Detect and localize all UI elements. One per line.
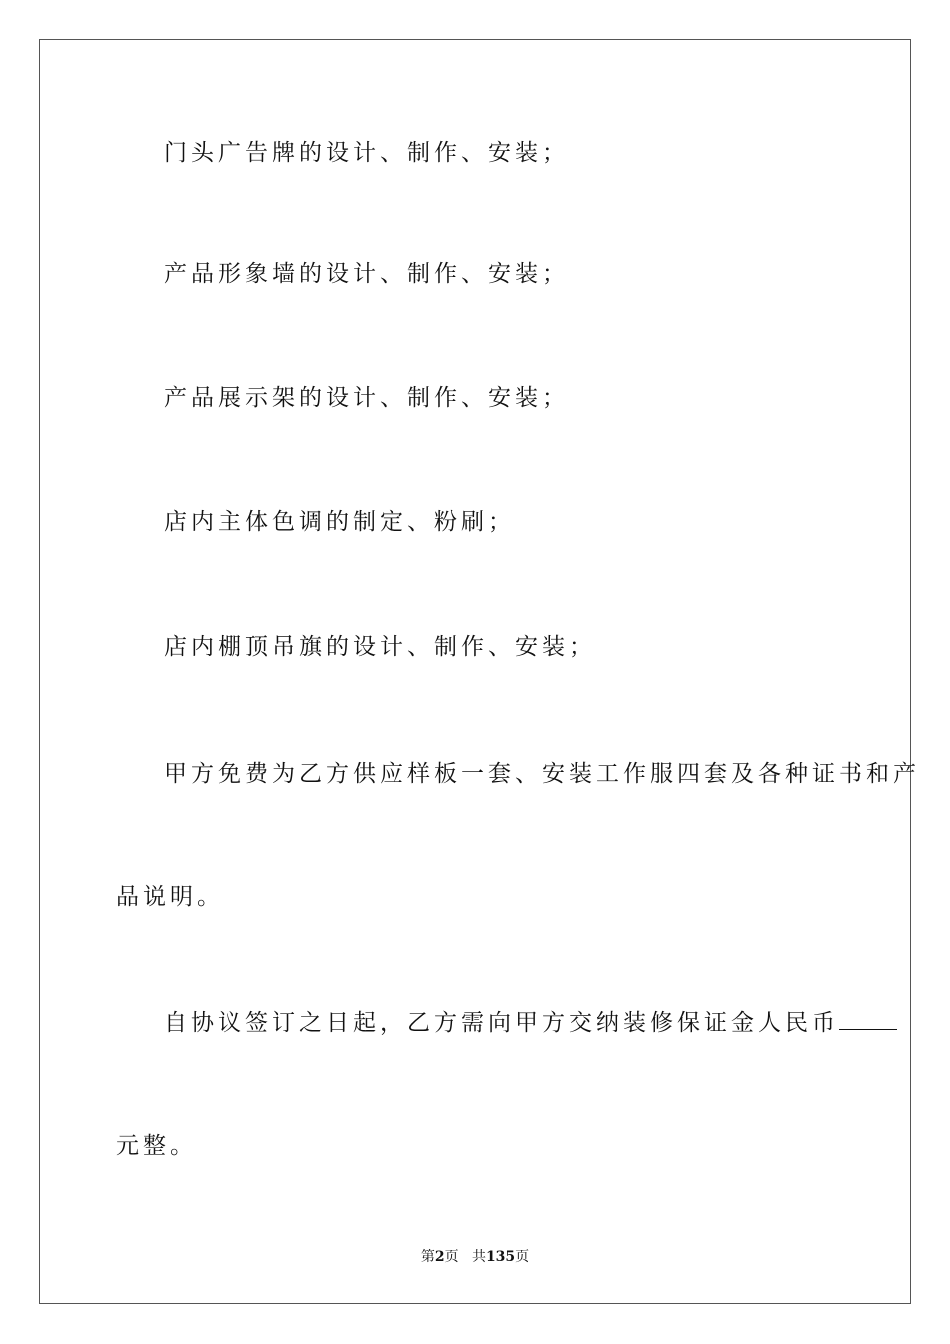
total-prefix: 共 (471, 1249, 486, 1265)
page-prefix: 第 (420, 1249, 435, 1265)
total-suffix: 页 (515, 1249, 530, 1265)
total-pages: 135 (485, 1249, 516, 1265)
page-suffix: 页 (444, 1249, 459, 1265)
paragraph-samples-line2: 品说明。 (116, 884, 224, 910)
paragraph-color-scheme: 店内主体色调的制定、粉刷； (164, 509, 515, 535)
paragraph-image-wall: 产品形象墙的设计、制作、安装； (164, 261, 569, 287)
page-footer (0, 1246, 950, 1266)
paragraph-samples-line1: 甲方免费为乙方供应样板一套、安装工作服四套及各种证书和产 (164, 761, 920, 787)
paragraph-ceiling-flags: 店内棚顶吊旗的设计、制作、安装； (164, 634, 596, 660)
page-border (39, 39, 911, 1304)
deposit-text: 自协议签订之日起，乙方需向甲方交纳装修保证金人民币 (164, 1010, 839, 1036)
paragraph-deposit-line2: 元整。 (116, 1133, 197, 1159)
paragraph-deposit-line1 (164, 1008, 897, 1038)
page-number: 2 (434, 1249, 445, 1265)
paragraph-signboard: 门头广告牌的设计、制作、安装； (164, 140, 569, 166)
amount-blank (839, 1009, 897, 1030)
paragraph-display-rack: 产品展示架的设计、制作、安装； (164, 385, 569, 411)
